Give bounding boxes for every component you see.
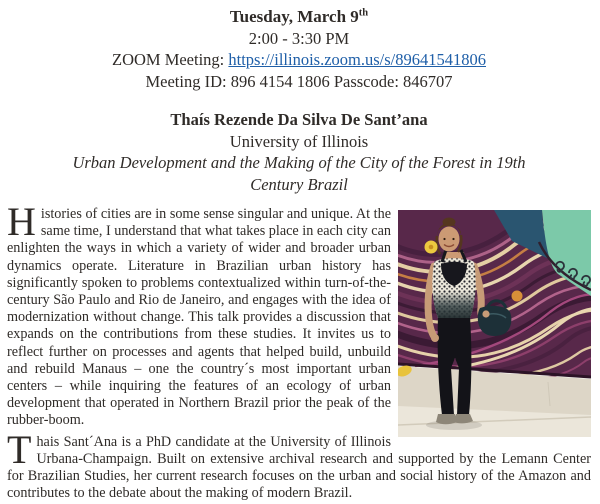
dropcap-h: H [7, 199, 36, 244]
bio-text: hais Sant´Ana is a PhD candidate at the University of Illinois Urbana-Champaign. Built on extensive archival research and supported by the Lemann Center for Brazilian Studies, her current research focuses on the urban and social history of the Amazon and contributes to the debate about the making of modern Brazil. [7, 433, 591, 502]
bio-paragraph [7, 426, 591, 503]
talk-title-line2: Century Brazil [250, 174, 348, 194]
talk-description [7, 199, 591, 502]
event-date-text: Tuesday, March 9 [229, 7, 359, 26]
event-date [7, 6, 591, 28]
meeting-id-line: Meeting ID: 896 4154 1806 Passcode: 846707 [145, 71, 453, 91]
zoom-meeting-label: ZOOM Meeting: [111, 50, 229, 69]
talk-title [7, 152, 591, 195]
zoom-meeting-line [7, 49, 591, 71]
zoom-meeting-link[interactable]: https://illinois.zoom.us/s/89641541806 [228, 50, 486, 69]
date-ordinal-suffix: th [358, 7, 369, 19]
speaker-photo-svg [398, 210, 591, 437]
speaker-name: Thaís Rezende Da Silva De Sant’ana [170, 110, 428, 129]
talk-title-line1: Urban Development and the Making of the City of the Forest in 19th [72, 153, 526, 172]
speaker-photo [398, 210, 591, 437]
event-header [7, 6, 591, 195]
abstract-text: istories of cities are in some sense singular and unique. At the same time, I understand that what takes place in each city can enlighten the ways in which a variety of wider and broader urban dynamics operate. Literature in Brazilian urban history has significantly spoken to problems contextualized within turn-of-the-century São Paulo and Rio de Janeiro, and engages with the idea of modernization without change. This talk provides a discussion that expands on the contributions from these studies. It invites us to reflect further on processes and agents that helped build, unbuild and rebuild Manaus – one the country´s most important urban centers – while inquiring the features of an ecology of urban development that operated in Northern Brazil prior the peak of the rubber-boom. [7, 206, 391, 429]
dropcap-t: T [7, 426, 32, 472]
event-time: 2:00 - 3:30 PM [248, 28, 350, 48]
speaker-affiliation: University of Illinois [229, 131, 369, 151]
